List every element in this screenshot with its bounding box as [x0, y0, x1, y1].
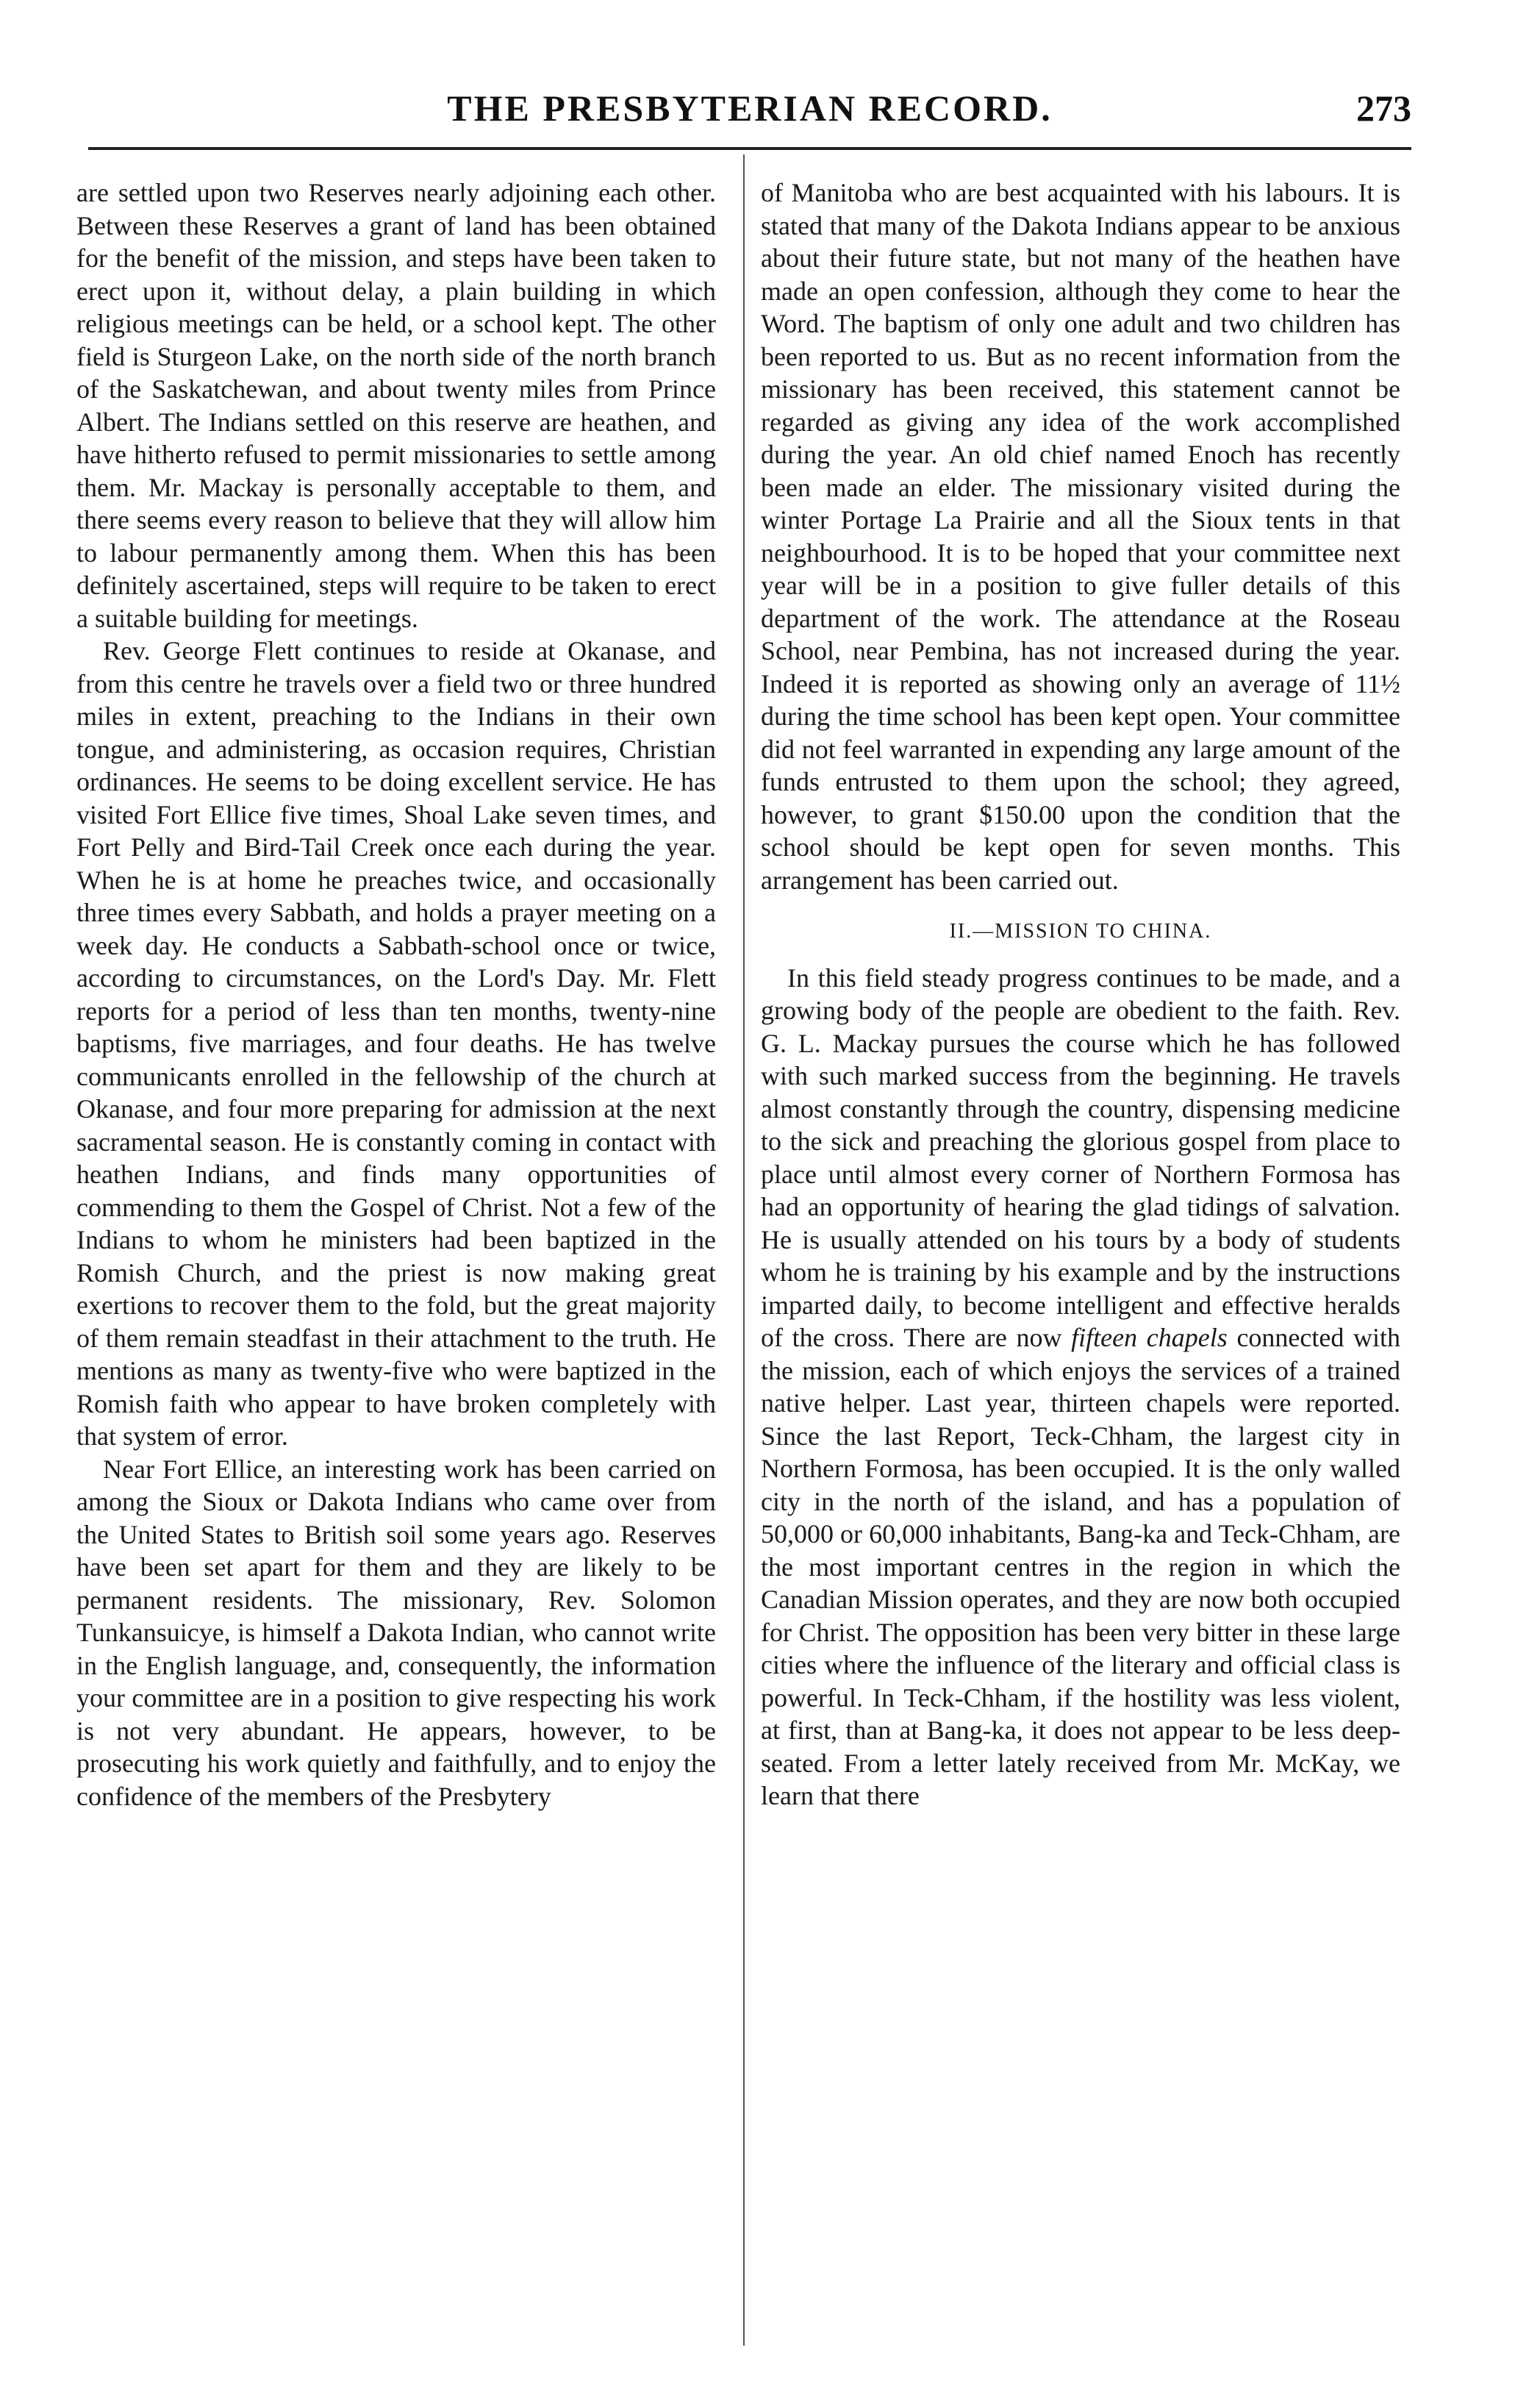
header-rule: [88, 147, 1411, 150]
left-column: [76, 176, 716, 1813]
page-header: [88, 87, 1411, 138]
page-number: 273: [1356, 88, 1411, 129]
right-column: [761, 176, 1400, 1813]
paragraph: of Manitoba who are best acquainted with his labours. It is stated that many of the Dakota Indians appear to be anxious about their future state, but not many of the heathen have made an open confession, although they come to hear the Word. The baptism of only one adult and two children has been reported to us. But as no recent information from the missionary has been received, this statement cannot be regarded as giving any idea of the work accomplished during the year. An old chief named Enoch has recently been made an elder. The missionary visited during the winter Portage La Prairie and all the Sioux tents in that neighbourhood. It is to be hoped that your committee next year will be in a position to give fuller details of this department of the work. The attendance at the Roseau School, near Pembina, has not increased during the year. Indeed it is reported as showing only an average of 11½ during the time school has been kept open. Your committee did not feel warranted in expending any large amount of the funds entrusted to them upon the school; they agreed, however, to grant $150.00 upon the condition that the school should be kept open for seven months. This arrangement has been carried out.: [761, 178, 1400, 895]
paragraph: Rev. George Flett continues to reside at Okanase, and from this centre he travels over a field two or three hundred miles in extent, preaching to the Indians in their own tongue, and administering, as occasion requires, Christian ordinances. He seems to be doing excellent service. He has visited Fort Ellice five times, Shoal Lake seven times, and Fort Pelly and Bird-Tail Creek once each during the year. When he is at home he preaches twice, and occasionally three times every Sabbath, and holds a prayer meeting on a week day. He conducts a Sabbath-school once or twice, according to circumstances, on the Lord's Day. Mr. Flett reports for a period of less than ten months, twenty-nine baptisms, five marriages, and four deaths. He has twelve communicants enrolled in the fellowship of the church at Okanase, and four more preparing for admission at the next sacramental season. He is constantly coming in contact with heathen Indians, and finds many opportunities of commending to them the Gospel of Christ. Not a few of the Indians to whom he ministers had been baptized in the Romish Church, and the priest is now making great exertions to recover them to the fold, but the great majority of them remain steadfast in their attachment to the truth. He mentions as many as twenty-five who were baptized in the Romish faith who appear to have broken completely with that system of error.: [76, 636, 716, 1451]
column-divider: [743, 154, 745, 2346]
section-heading: II.—MISSION TO CHINA.: [949, 920, 1212, 943]
paragraph-text: In this field steady progress continues to be made, and a growing body of the people are obedient to the faith. Rev. G. L. Mackay pursues the course which he has followed with such marked success from the beginning. He travels almost constantly through the country, dispensing medicine to the sick and preaching the glorious gospel from place to place until almost every corner of Northern Formosa has had an opportunity of hearing the glad tidings of salvation. He is usually attended on his tours by a body of students whom he is training by his example and by the instructions imparted daily, to become intelligent and effective heralds of the cross. There are now: [761, 963, 1400, 1352]
running-title: THE PRESBYTERIAN RECORD.: [447, 88, 1053, 129]
paragraph: are settled upon two Reserves nearly adjoining each other. Between these Reserves a grant of land has been obtained for the benefit of the mission, and steps have been taken to erect upon it, without delay, a plain building in which religious meetings can be held, or a school kept. The other field is Sturgeon Lake, on the north side of the north branch of the Saskatchewan, and about twenty miles from Prince Albert. The Indians settled on this reserve are heathen, and have hitherto refused to permit missionaries to settle among them. Mr. Mackay is personally acceptable to them, and there seems every reason to believe that they will allow him to labour permanently among them. When this has been definitely ascertained, steps will require to be taken to erect a suitable building for meetings.: [76, 178, 716, 633]
paragraph: Near Fort Ellice, an interesting work has been carried on among the Sioux or Dakota Indians who came over from the United States to British soil some years ago. Reserves have been set apart for them and they are likely to be permanent residents. The missionary, Rev. Solomon Tunkansuicye, is himself a Dakota Indian, who cannot write in the English language, and, consequently, the information your committee are in a position to give respecting his work is not very abundant. He appears, however, to be prosecuting his work quietly and faithfully, and to enjoy the confidence of the members of the Presbytery: [76, 1454, 716, 1811]
paragraph-text: connected with the mission, each of which enjoys the services of a trained native helper. Last year, thirteen chapels were reported. Since the last Report, Teck-Chham, the largest city in Northern Formosa, has been occupied. It is the only walled city in the north of the island, and has a population of 50,000 or 60,000 inhabitants, Bang-ka and Teck-Chham, are the most important centres in the region in which the Canadian Mission operates, and they are now both occupied for Christ. The opposition has been very bitter in these large cities where the influence of the literary and official class is powerful. In Teck-Chham, if the hostility was less violent, at first, than at Bang-ka, it does not appear to be less deep-seated. From a letter lately received from Mr. McKay, we learn that there: [761, 1323, 1401, 1810]
paragraph: [761, 962, 1400, 1813]
italic-text: fifteen chapels: [1071, 1323, 1228, 1352]
